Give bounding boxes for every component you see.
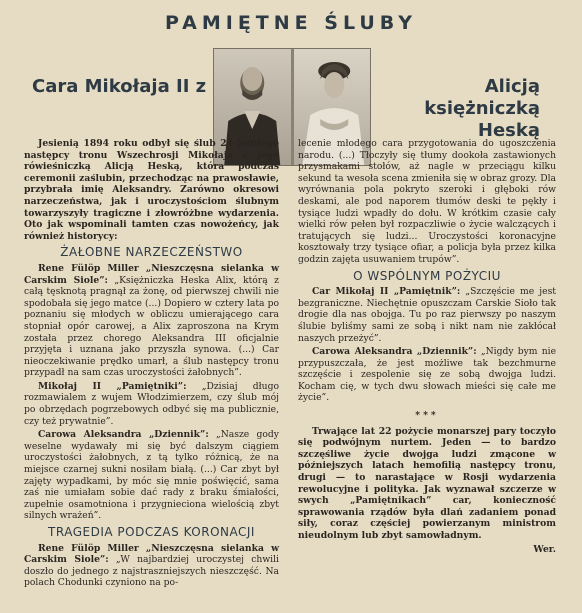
quote-text: „W najbardziej uroczystej chwili doszło do jednego z najstraszniejszych nieszczęść. Na polach Chodunki czyniono na po- [24, 554, 279, 589]
headline-right [390, 76, 540, 142]
headline-right-line2: Heską [477, 120, 540, 141]
quote-paragraph-6 [298, 286, 556, 344]
quote-paragraph-1 [24, 263, 279, 379]
closing-paragraph: Trwające lat 22 pożycie monarszej pary toczyło się podwójnym nurtem. Jeden — to bardzo szczęśliwe życie dwojga ludzi zmącone w późniejszych latach hemofilią następcy tronu, drugi — to narastające w Rosji wydarzenia rewolucyjne i polityka. Jak wyznawał szczerze w swych „Pamiętnikach” car, konieczność sprawowania rządów była dlań zadaniem ponad siły, coraz częściej powierzanym ministrom nieudolnym lub zbyt samowładnym. [298, 425, 556, 541]
continuation-paragraph: lecenie młodego cara przygotowania do ugoszczenia narodu. (...) Tłoczyły się tłumy dookoła zastawionych przysmakami stołów, aż nagle w przeciągu kilku sekund ta wesoła scena zmieniła się w obraz grozy. Dla wyrównania pola pokryto szeroki i głęboki rów deskami, ale pod naporem tłumów deski te pękły i tysiące ludzi wpadły do dołu. W krótkim czasie cały wielki rów pełen był rozpaczliwie o życie walczących i tratujących się ludzi... Uroczystości koronacyjne kosztowały trzy tysiące ofiar, a policja była przez kilka godzin zajęta usuwaniem trupów”. [298, 138, 556, 265]
quote-text: „Szczęście me jest bezgraniczne. Niechętnie opuszczam Carskie Sioło tak drogie dla nas obojga. Tu po raz pierwszy po naszym ślubie byliśmy sami ze sobą i nikt nam nie zakłócał naszych przeżyć”. [298, 286, 556, 344]
quote-author: Car Mikołaj II „Pamiętnik”: [312, 286, 461, 298]
section-heading-tragedia: TRAGEDIA PODCZAS KORONACJI [48, 525, 255, 539]
quote-paragraph-3 [24, 429, 279, 522]
quote-text: „Księżniczka Heska Alix, którą z całą tęsknotą pragnął za żonę, od pierwszej chwili nie spodobała się jego matce (...) Dopiero w cztery lata po poznaniu się młodych w obliczu umierającego cara stopniał opór carowej, a Alix zaproszona na Krym została przez chorego Aleksandra III oficjalnie przyjęta i uznana jako przyszła synowa. (...) Car nieoczekiwanie prędko umarł, a ślub następcy tronu przypadł na sam czas uroczystości żałobnych”. [24, 274, 279, 379]
quote-paragraph-2 [24, 381, 279, 427]
author-signature: Wer. [533, 543, 556, 555]
quote-text: „Dzisiaj długo rozmawialem z wujem Włodzimierzem, czy ślub mój po obrzędach pogrzebowych odbyć się ma publicznie, czy też prywatnie”. [24, 380, 279, 427]
column-left [24, 138, 279, 591]
intro-paragraph: Jesienią 1894 roku odbył się ślub 24-letniego następcy tronu Wszechrosji Mikołaja z jego rówieśniczką Alicją Heską, która podczas ceremonii zaślubin, przechodząc na prawosławie, przybrała imię Aleksandry. Zarówno okresowi narzeczeństwa, jak i uroczystościom ślubnym towarzyszyły tragiczne i złowróżbne wydarzenia. Oto jak wspominali tamten czas nowożeńcy, jak również historycy: [24, 138, 279, 242]
headline-right-line1: Alicją księżniczką [424, 76, 540, 119]
quote-paragraph-7 [298, 346, 556, 404]
quote-author: Rene Fülöp Miller „Nieszczęsna sielanka w Carskim Siole”: [24, 542, 279, 566]
quote-author: Mikołaj II „Pamiętniki”: [38, 380, 187, 392]
section-divider-stars: *** [415, 410, 439, 422]
quote-text: „Nasze gody weselne wydawały mi się być dalszym ciągiem uroczystości żałobnych, z tą tylko różnicą, że na miejsce czarnej sukni nosiłam białą. (...) Car zbyt był zajęty wypadkami, by móc się mnie poświęcić, sama zaś nie umiałam sobie dać rady z braku śmiałości, zupełnie osamotniona i przygnieciona wielością zbyt silnych wrażeń”. [24, 429, 279, 522]
masthead-title: PAMIĘTNE ŚLUBY [164, 12, 418, 34]
quote-author: Carowa Aleksandra „Dziennik”: [312, 346, 477, 358]
quote-author: Carowa Aleksandra „Dziennik”: [38, 429, 209, 441]
section-heading-wspolnym: O WSPÓLNYM POŻYCIU [353, 268, 501, 283]
section-heading-zalobne: ŻAŁOBNE NARZECZEŃSTWO [60, 245, 243, 260]
quote-author: Rene Fülöp Miller „Nieszczęsna sielanka w Carskim Siole”: [24, 262, 279, 286]
quote-paragraph-4 [24, 543, 279, 589]
column-right [298, 138, 556, 555]
headline-left: Cara Mikołaja II z [32, 76, 207, 97]
quote-text: „Nigdy bym nie przypuszczała, że jest możliwe tak bezchmurne szczęście i zespolenie się ze sobą dwojga ludzi. Kocham cię, w tych dwu słowach mieści się całe me życie”. [298, 346, 557, 404]
